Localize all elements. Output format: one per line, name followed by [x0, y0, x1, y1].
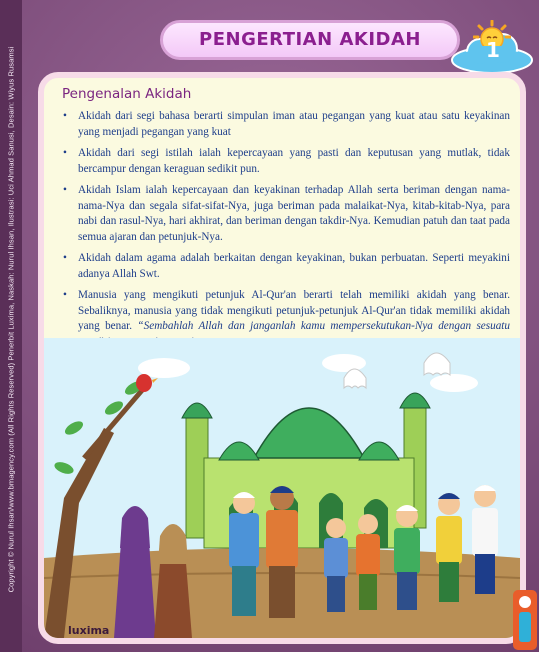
- section-title: Pengenalan Akidah: [62, 86, 192, 102]
- bullet-list: [60, 109, 510, 356]
- publisher-logo: luxima: [68, 624, 110, 637]
- chapter-number: 1: [486, 38, 500, 62]
- quran-quote: “Sembahlah Allah dan janganlah kamu mempersekutukan-Nya dengan sesuatu: [137, 320, 511, 332]
- mosque-illustration: [44, 338, 520, 638]
- list-item: • Akidah dalam agama adalah berkaitan dengan keyakinan, bukan perbuatan. Seperti meyakini adanya Allah Swt.: [60, 251, 510, 282]
- header: [40, 20, 532, 70]
- copyright-text: Copyright © Nurul Ihsan/www.bmagency.com (All Rights Reserved) Penerbit Luxima, Naskah: Nurul Ihsan, Ilustrasi: Uci Ahmad Sanusi, Desain: Wiyus Rusamsi: [6, 46, 16, 593]
- list-item: • Akidah dari segi istilah ialah kepercayaan yang pasti dan keputusan yang mutlak, tidak bercampur dengan keraguan sedikit pun.: [60, 146, 510, 177]
- copyright-spine: [0, 0, 22, 652]
- ebook-anak-badge: [513, 590, 537, 650]
- title-banner: [160, 20, 460, 60]
- content-card: [38, 72, 526, 644]
- child-figure: [324, 518, 348, 612]
- list-item: • Akidah Islam ialah kepercayaan dan keyakinan terhadap Allah serta beriman dengan nama-nama-Nya dan segala sifat-sifat-Nya, juga beriman pada malaikat-Nya, kitab-kitab-Nya, para nabi dan rasul-Nya, hari akhirat, dan beriman dengan takdir-Nya. Kemudian patuh dan taat pada semua ajaran dan petunjuk-Nya.: [60, 183, 510, 245]
- child-figure: [436, 493, 462, 602]
- child-figure: [394, 505, 420, 610]
- woman-figure: [154, 524, 192, 638]
- child-figure: [472, 485, 498, 594]
- page-title: PENGERTIAN AKIDAH: [199, 29, 421, 50]
- list-item: • Akidah dari segi bahasa berarti simpulan iman atau pegangan yang kuat atau satu keyakinan yang menjadi pegangan yang kuat: [60, 109, 510, 140]
- child-figure: [356, 514, 380, 610]
- list-item: • Manusia yang mengikuti petunjuk Al-Qur'an berarti telah memiliki akidah yang benar. Sebaliknya, manusia yang tidak mengikuti petunjuk-petunjuk Al-Qur'an tidak memiliki akidah yang benar. “Sembahlah Allah dan janganlah kamu mempersekutukan-Nya dengan sesuatu: [60, 288, 510, 350]
